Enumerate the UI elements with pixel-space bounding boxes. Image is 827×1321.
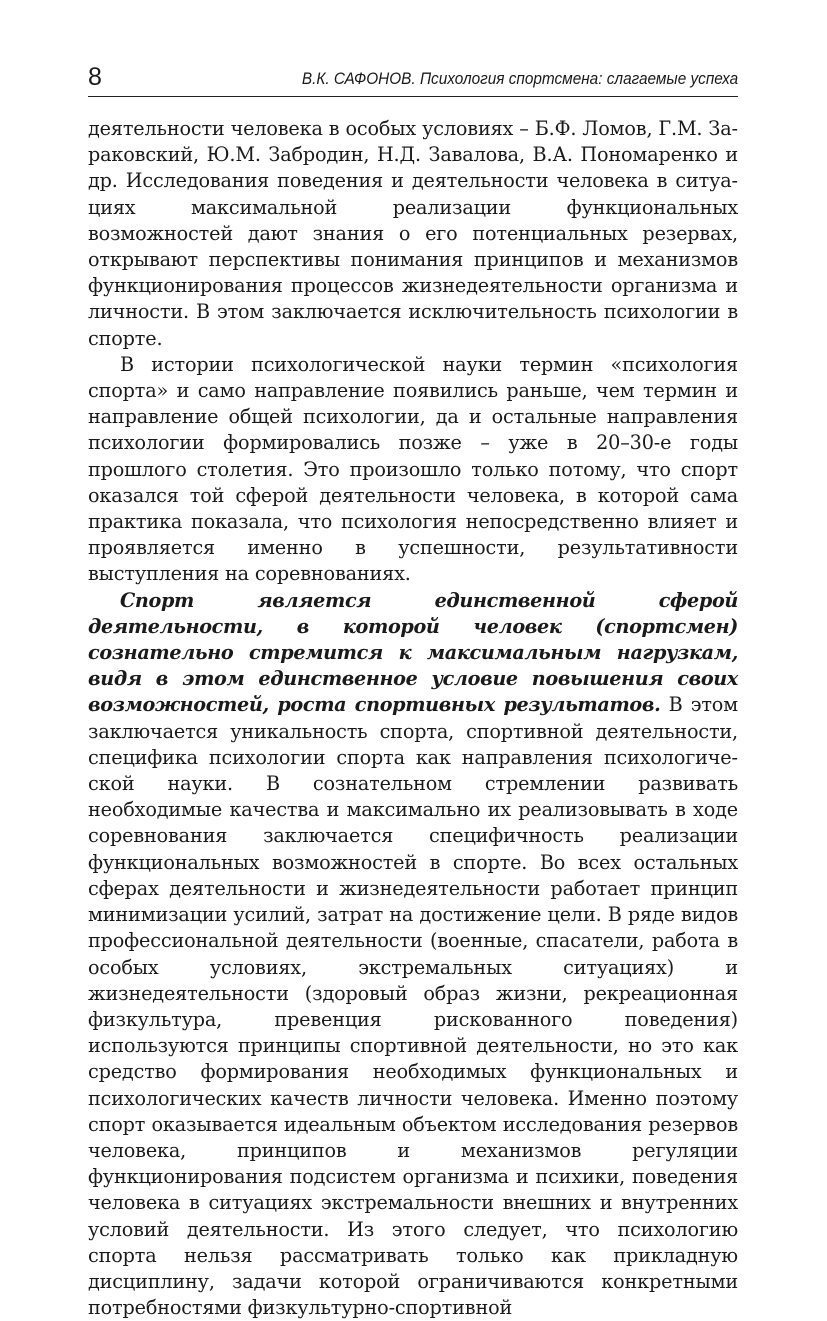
body-text bbox=[88, 116, 738, 1321]
paragraph: В истории психологической науки термин «психология спорта» и само направление появились раньше, чем термин и направление общей психологии, да и остальные направления психологии формировались позже – уже в 20–30-е годы прошлого столетия. Это произошло только потому, что спорт оказался той сферой деятельности человека, в которой сама практика показала, что психология непосредственно влияет и проявляется именно в успешности, результативности выступления на соревнованиях. bbox=[88, 352, 738, 586]
paragraph-continuation: В этом заключается уникальность спорта, спортивной деятельности, специфика психологии спорта как направления психологической науки. В сознательном стремлении развивать необходимые качества и максимально их реализовывать в ходе соревнования заключается специфичность реализации функциональных возможностей в спорте. Во всех остальных сферах деятельности и жизнедеятельности работает принцип минимизации усилий, затрат на достижение цели. В ряде видов профессиональной деятельности (военные, спасатели, работа в особых условиях, экстремальных ситуациях) и жизнедеятельности (здоровый образ жизни, рекреационная физкультура, превенция рискованного поведения) используются принципы спортивной деятельности, но это как средство формирования необходимых функциональных и психологических качеств личности человека. Именно поэтому спорт оказывается идеальным объектом исследования резервов человека, принципов и механизмов регуляции функционирования подсистем организма и психики, поведения человека в ситуациях экстремальности внешних и внутренних условий деятельности. Из этого следует, что психологию спорта нельзя рассматривать только как прикладную дисциплину, задачи которой ограничиваются конкретными потребностями физкультурно-спортивной bbox=[88, 693, 738, 1320]
page-number: 8 bbox=[88, 63, 102, 91]
running-title: В.К. САФОНОВ. Психология спортсмена: слагаемые успеха bbox=[301, 70, 738, 88]
emphasized-statement: Спорт является единственной сферой деятельности, в которой человек (спортсмен) сознательно стремится к максимальным нагрузкам, видя в этом единственное условие повышения своих возможностей, роста спортивных результатов. bbox=[88, 588, 738, 717]
paragraph: деятельности человека в особых условиях – Б.Ф. Ломов, Г.М. Зараковский, Ю.М. Забродин, Н.Д. Завалова, В.А. Пономаренко и др. Исследования поведения и деятельности человека в ситуациях максимальной реализации функциональных возможностей дают знания о его потенциальных резервах, открывают перспективы понимания принципов и механизмов функционирования процессов жизнедеятельности организма и личности. В этом заключается исключительность психологии в спорте. bbox=[88, 117, 738, 350]
running-header bbox=[88, 62, 738, 97]
paragraph bbox=[88, 588, 738, 1321]
